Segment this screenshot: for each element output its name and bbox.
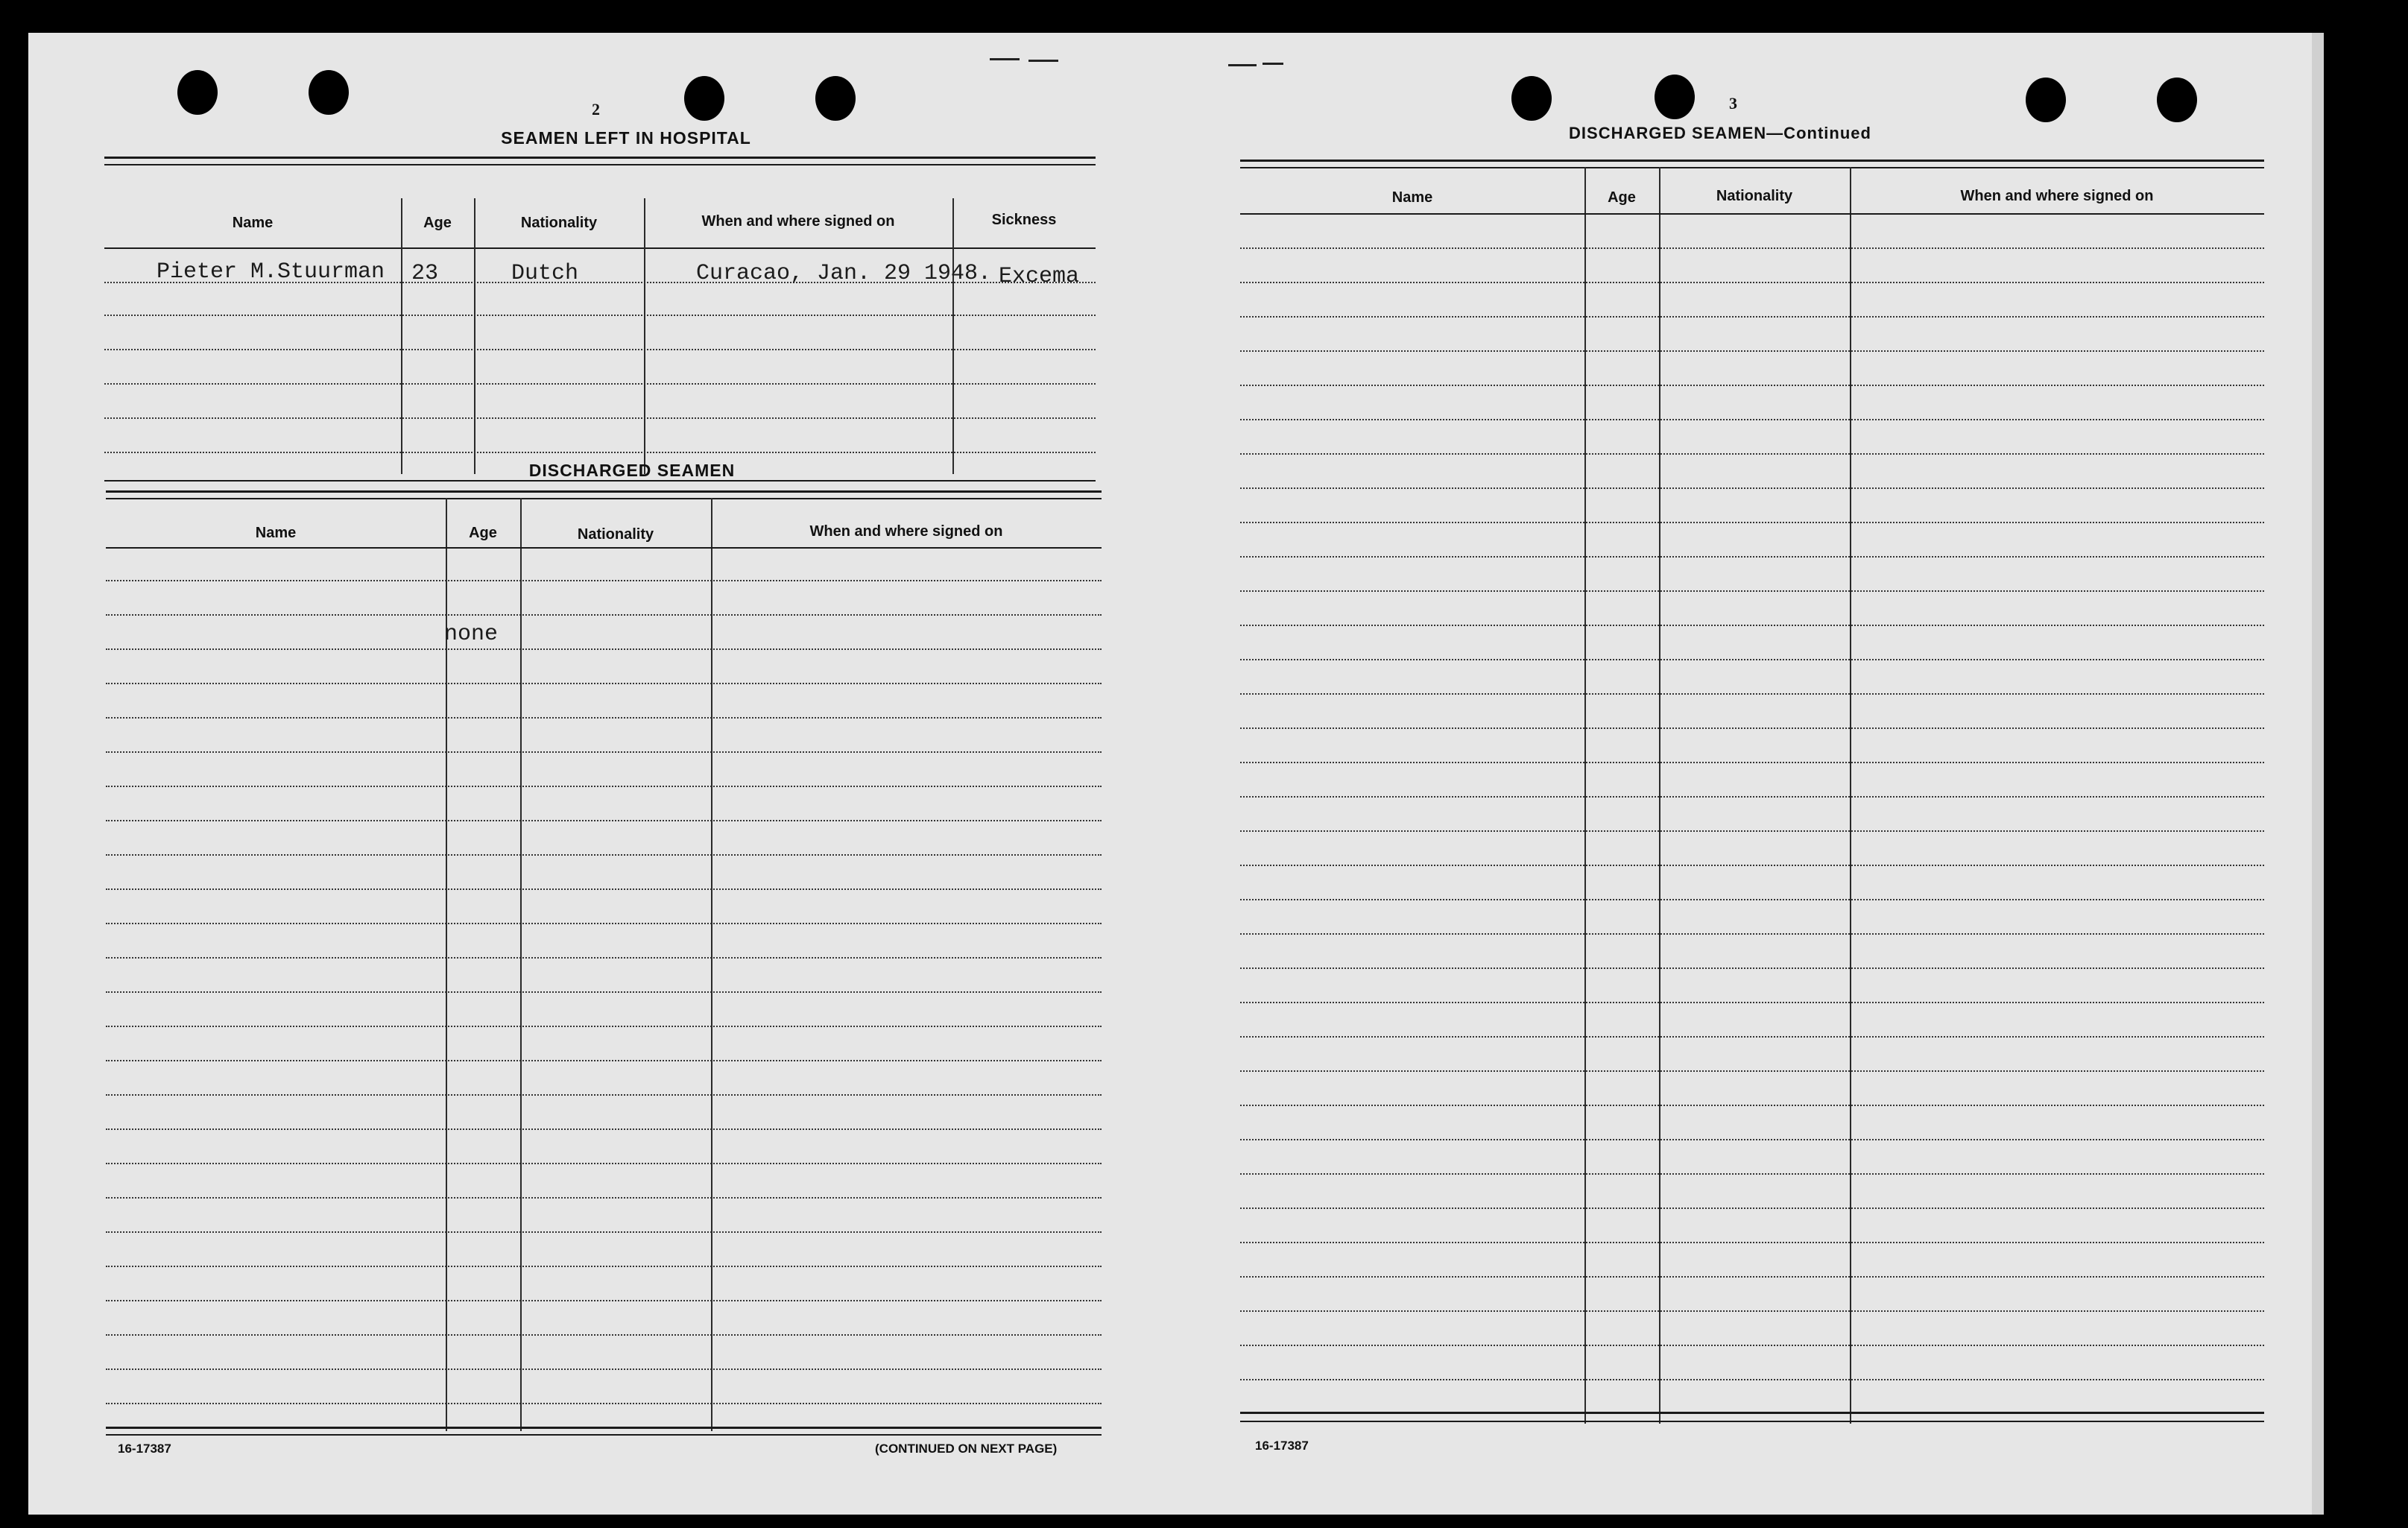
hospital-entry-age: 23 [411, 261, 439, 286]
scan-mark [1028, 60, 1058, 62]
right-header-signed-on: When and where signed on [1960, 188, 2154, 204]
hospital-header-name: Name [232, 215, 274, 231]
discharged-header-age: Age [469, 525, 497, 541]
discharged-continued-title: DISCHARGED SEAMEN—Continued [1569, 124, 1871, 142]
punch-hole [177, 70, 218, 115]
document-sheet [28, 33, 2324, 1515]
form-number: 16-17387 [118, 1442, 171, 1456]
punch-hole [815, 76, 856, 121]
scan-mark [1263, 63, 1283, 65]
hospital-header-age: Age [423, 215, 452, 231]
punch-hole [1655, 75, 1695, 119]
hospital-table [104, 157, 1096, 482]
right-header-age: Age [1608, 189, 1636, 206]
hospital-header-sickness: Sickness [991, 212, 1057, 228]
hospital-entry-nationality: Dutch [511, 261, 579, 286]
discharged-header-name: Name [255, 525, 297, 541]
sheet-edge [2312, 33, 2324, 1515]
discharged-section-title: DISCHARGED SEAMEN [528, 461, 736, 480]
page-number: 3 [1729, 94, 1737, 113]
form-number: 16-17387 [1255, 1439, 1309, 1453]
hospital-entry-sickness: Excema [999, 264, 1080, 289]
discharged-header-nationality: Nationality [577, 526, 654, 543]
punch-hole [1511, 76, 1552, 121]
punch-hole [684, 76, 724, 121]
hospital-header-nationality: Nationality [520, 215, 598, 231]
hospital-header-signed-on: When and where signed on [701, 213, 895, 230]
hospital-entry-signed-on: Curacao, Jan. 29 1948. [696, 261, 992, 286]
hospital-section-title: SEAMEN LEFT IN HOSPITAL [501, 128, 751, 148]
discharged-none-entry: none [444, 622, 499, 647]
punch-hole [2026, 78, 2066, 122]
scan-mark [990, 58, 1020, 60]
right-header-name: Name [1391, 189, 1433, 206]
continued-note: (CONTINUED ON NEXT PAGE) [875, 1442, 1058, 1456]
right-header-nationality: Nationality [1716, 188, 1793, 204]
discharged-table-left [106, 490, 1102, 1439]
page-number: 2 [592, 100, 600, 119]
punch-hole [309, 70, 349, 115]
scan-mark [1228, 64, 1257, 66]
discharged-header-signed-on: When and where signed on [809, 523, 1003, 540]
punch-hole [2157, 78, 2197, 122]
discharged-table-right [1240, 160, 2264, 1436]
hospital-entry-name: Pieter M.Stuurman [157, 259, 385, 285]
